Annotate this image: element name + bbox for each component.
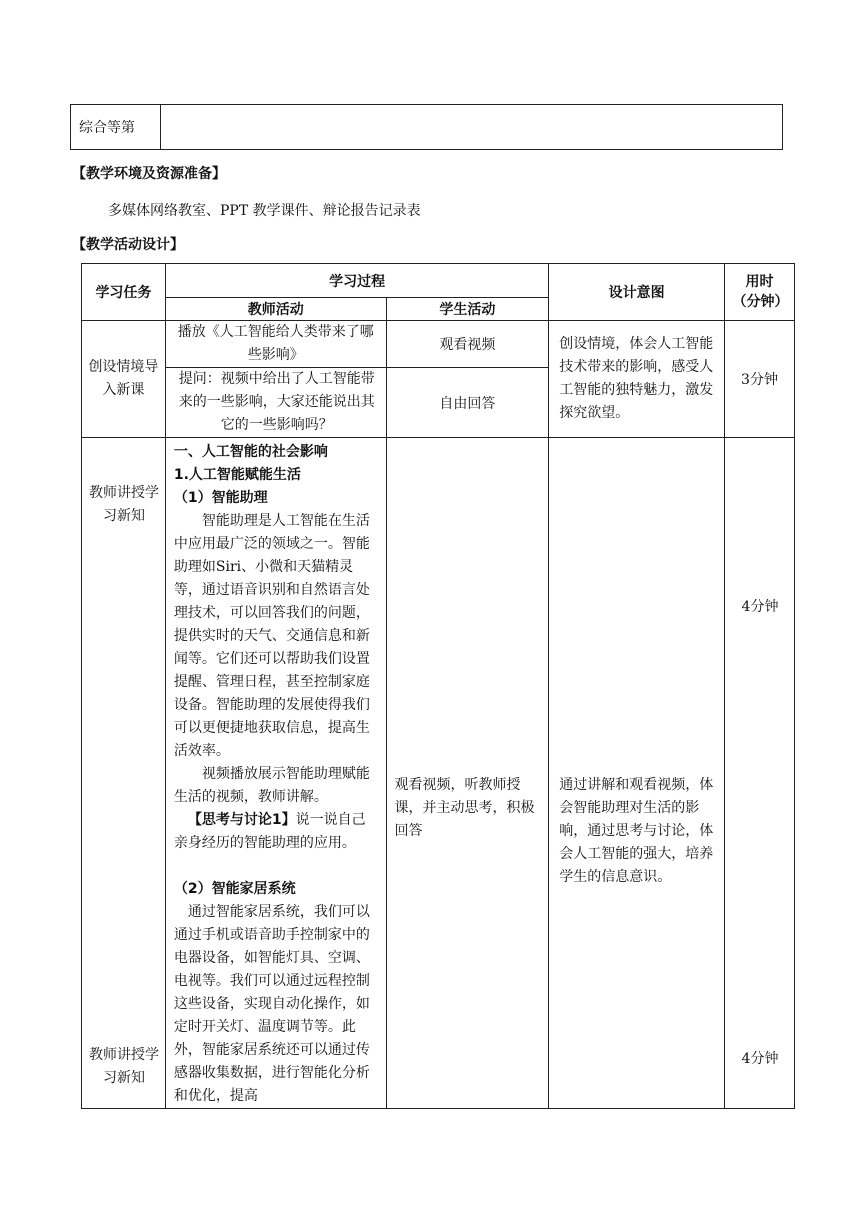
teacher-p2: 视频播放展示智能助理赋能生活的视频，教师讲解。 <box>173 766 370 805</box>
row2-task-top: 教师讲授学习新知 <box>89 485 159 524</box>
row2-intent-text: 通过讲解和观看视频，体会智能助理对生活的影响，通过思考与讨论，体会人工智能的强大，培养学生的信息意识。 <box>559 777 714 885</box>
teacher-p3: 通过智能家居系统，我们可以通过手机或语音助手控制家中的电器设备，如智能灯具、空调、电视等。我们可以通过远程控制这些设备，实现自动化操作，如定时开关灯、温度调节等。此外，智能家居系统还可以通过传感器收集数据，进行智能化分析和优化，提高 <box>173 904 370 1104</box>
teacher-h1: 一、人工智能的社会影响 <box>173 444 328 460</box>
think-text: 说一说自己亲身经历的智能助理的应用。 <box>173 812 366 851</box>
row1-teacher-b <box>165 368 386 438</box>
grade-label-cell <box>71 105 161 150</box>
env-body: 多媒体网络教室、PPT 教学课件、辩论报告记录表 <box>108 203 421 219</box>
row1-teacher-a-text: 播放《人工智能给人类带来了哪些影响》 <box>177 324 374 363</box>
row1-task-text: 创设情境导入新课 <box>88 359 159 398</box>
teacher-h2: 1.人工智能赋能生活 <box>173 467 301 483</box>
teacher-h4: （2）智能家居系统 <box>173 881 296 897</box>
header-teacher: 教师活动 <box>165 298 386 321</box>
row2-intent <box>549 438 725 1109</box>
row2-task <box>82 438 166 1109</box>
teacher-h3: （1）智能助理 <box>173 490 268 506</box>
design-heading: 【教学活动设计】 <box>72 237 184 253</box>
row2-time-top: 4分钟 <box>741 599 779 615</box>
row1-student-b: 自由回答 <box>386 368 549 438</box>
header-process: 学习过程 <box>165 264 548 298</box>
row2-student-text: 观看视频，听教师授课，并主动思考，积极回答 <box>394 777 535 839</box>
header-task: 学习任务 <box>82 264 166 321</box>
row2-teacher <box>165 438 386 1109</box>
teacher-think <box>174 809 374 855</box>
row1-intent <box>549 321 725 438</box>
env-heading: 【教学环境及资源准备】 <box>72 166 226 182</box>
row1-teacher-a <box>165 321 386 368</box>
header-time-text: 用时（分钟） <box>732 274 789 310</box>
row1-teacher-b-text: 提问：视频中给出了人工智能带来的一些影响，大家还能说出其它的一些影响吗？ <box>178 371 375 433</box>
row1-student-a: 观看视频 <box>386 321 549 368</box>
grade-label: 综合等第 <box>79 120 135 136</box>
row1-intent-text: 创设情境，体会人工智能技术带来的影响，感受人工智能的独特魅力，激发探究欲望。 <box>559 336 714 421</box>
header-intent: 设计意图 <box>549 264 725 321</box>
row2-time-bottom: 4分钟 <box>741 1051 779 1067</box>
grade-value-cell <box>161 105 783 150</box>
row2-student <box>386 438 549 1109</box>
header-time <box>725 264 795 321</box>
row1-task <box>82 321 166 438</box>
grade-table <box>70 104 783 150</box>
think-label: 【思考与讨论1】 <box>187 812 296 828</box>
activity-table <box>81 263 795 1109</box>
row2-time <box>725 438 795 1109</box>
header-student: 学生活动 <box>386 298 549 321</box>
teacher-p1: 智能助理是人工智能在生活中应用最广泛的领域之一。智能助理如Siri、小微和天猫精灵等，通过语音识别和自然语言处理技术，可以回答我们的问题，提供实时的天气、交通信息和新闻等。它们还可以帮助我们设置提醒、管理日程，甚至控制家庭设备。智能助理的发展使得我们可以更便捷地获取信息，提高生活效率。 <box>173 513 370 759</box>
row2-task-bottom: 教师讲授学习新知 <box>89 1047 159 1086</box>
row1-time: 3分钟 <box>725 321 795 438</box>
